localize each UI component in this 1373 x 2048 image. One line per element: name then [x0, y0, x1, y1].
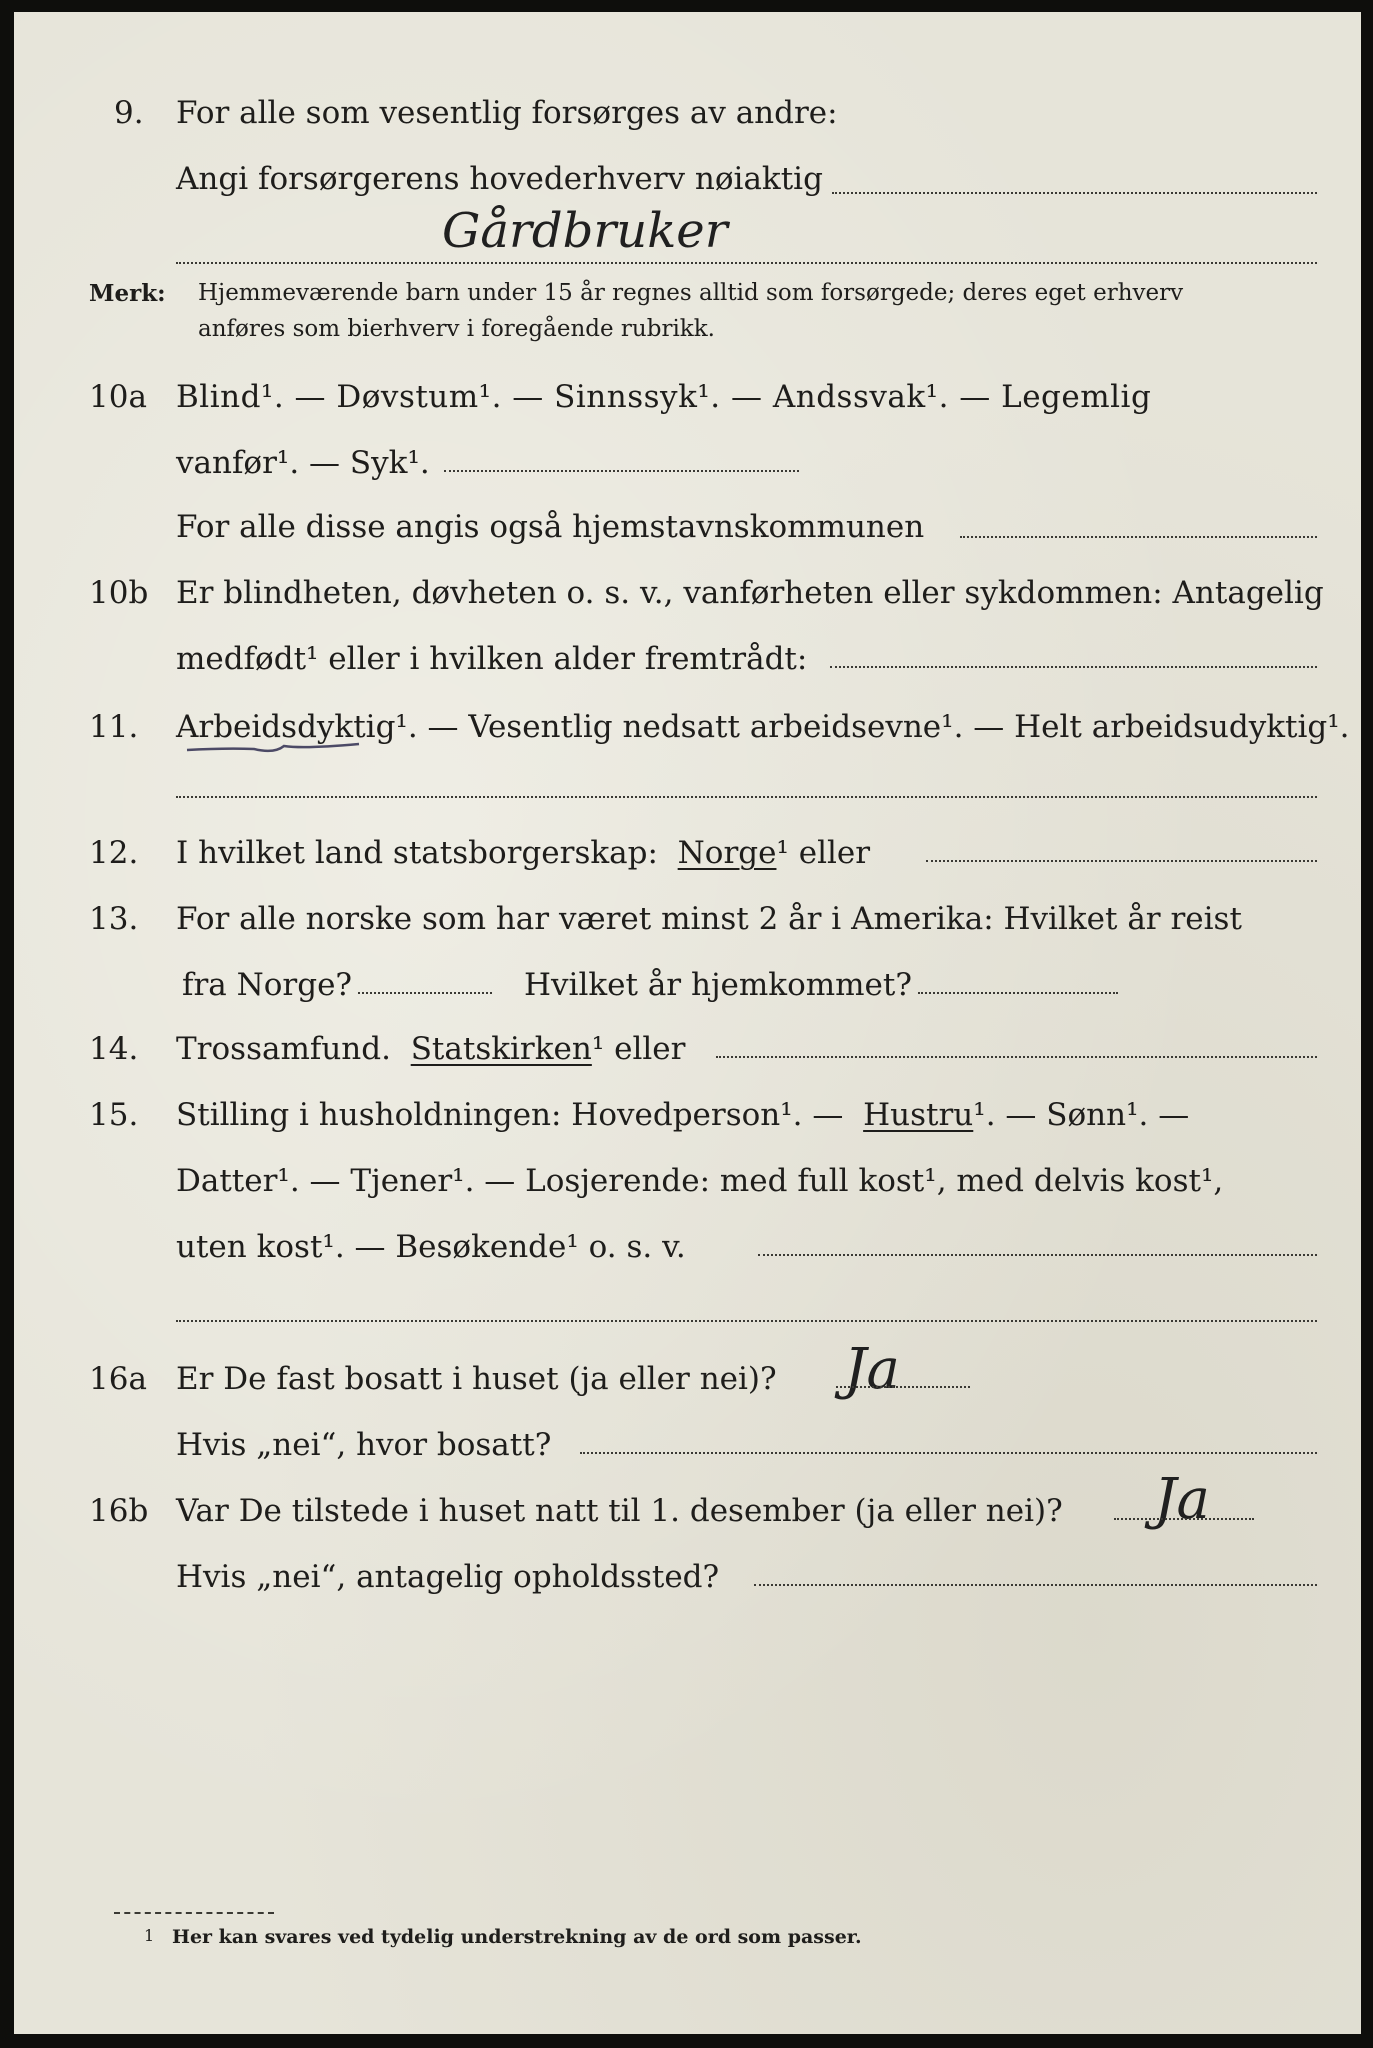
merk-line2: anføres som bierhverv i foregående rubrikk.	[198, 316, 715, 342]
q10a-line1: Blind¹. — Døvstum¹. — Sinnssyk¹. — Andssvak¹. — Legemlig	[176, 379, 1152, 415]
q10a-kommune-line	[960, 536, 1317, 538]
q16a-handwritten-answer: Ja	[844, 1337, 900, 1402]
q12-option-norge: Norge	[677, 835, 777, 871]
q16a-line1: Er De fast bosatt i huset (ja eller nei)?	[176, 1361, 777, 1397]
q11-option-arbeidsdyktig: Arbeidsdyktig	[176, 709, 396, 745]
q10a-line3: For alle disse angis også hjemstavnskommunen	[176, 509, 925, 545]
q14-question	[176, 1031, 686, 1067]
q15-number: 15.	[89, 1097, 139, 1133]
merk-label: Merk:	[89, 280, 166, 307]
q12-post: ¹ eller	[776, 835, 871, 871]
q14-number: 14.	[89, 1031, 139, 1067]
q13-hjemkommet-line	[918, 992, 1118, 994]
q14-option-statskirken: Statskirken	[410, 1031, 592, 1067]
q15-line3: uten kost¹. — Besøkende¹ o. s. v.	[176, 1229, 686, 1265]
q16a-line2: Hvis „nei“, hvor bosatt?	[176, 1427, 552, 1463]
census-form-page	[14, 12, 1361, 2034]
q9-handwritten-answer: Gårdbruker	[442, 203, 728, 259]
footnote-separator	[114, 1912, 274, 1914]
footnote-mark: 1	[144, 1926, 155, 1945]
q16b-answer-line	[1114, 1518, 1254, 1520]
q11-answer-line	[176, 796, 1317, 798]
q10b-alder-line	[830, 666, 1317, 668]
q9-answer-line	[832, 192, 1317, 194]
q13-reist-line	[358, 992, 492, 994]
q15-line1b: ¹. — Sønn¹. —	[973, 1097, 1190, 1133]
q11-underline-stroke	[184, 736, 364, 760]
q10a-syk-line	[444, 470, 799, 472]
q12-answer-line	[926, 860, 1317, 862]
q13-number: 13.	[89, 901, 139, 937]
q10b-number: 10b	[89, 575, 149, 611]
q9-question-line1: For alle som vesentlig forsørges av andre:	[176, 95, 838, 131]
q15-line1a: Stilling i husholdningen: Hovedperson¹. —	[176, 1097, 844, 1133]
q13-reist-label: fra Norge?	[182, 967, 353, 1003]
q12-pre: I hvilket land statsborgerskap:	[176, 835, 658, 871]
q15-answer-line2	[176, 1320, 1317, 1322]
q13-hjemkommet-label: Hvilket år hjemkommet?	[524, 967, 912, 1003]
q16b-line2: Hvis „nei“, antagelig opholdssted?	[176, 1559, 720, 1595]
q16b-line1: Var De tilstede i huset natt til 1. desember (ja eller nei)?	[176, 1493, 1063, 1529]
q9-number: 9.	[114, 95, 144, 131]
q9-question-line2: Angi forsørgerens hovederhverv nøiaktig	[176, 161, 823, 197]
footnote-text: Her kan svares ved tydelig understrekning av de ord som passer.	[172, 1926, 862, 1948]
q16a-answer-line	[836, 1386, 970, 1388]
q15-answer-line	[758, 1254, 1317, 1256]
q10b-line2: medfødt¹ eller i hvilken alder fremtrådt:	[176, 641, 808, 677]
q15-option-hustru: Hustru	[863, 1097, 974, 1133]
q15-line1	[176, 1097, 1190, 1133]
q16b-handwritten-answer: Ja	[1154, 1467, 1210, 1532]
q11-number: 11.	[89, 709, 139, 745]
q14-pre: Trossamfund.	[176, 1031, 391, 1067]
q16b-number: 16b	[89, 1493, 149, 1529]
q12-question	[176, 835, 871, 871]
merk-line1: Hjemmeværende barn under 15 år regnes alltid som forsørgede; deres eget erhverv	[198, 280, 1184, 306]
q16a-bosatt-line	[580, 1452, 1317, 1454]
q11-rest: ¹. — Vesentlig nedsatt arbeidsevne¹. — Helt arbeidsudyktig¹.	[395, 709, 1350, 745]
q14-post: ¹ eller	[591, 1031, 686, 1067]
q10a-number: 10a	[89, 379, 147, 415]
q14-answer-line	[716, 1056, 1317, 1058]
q15-line2: Datter¹. — Tjener¹. — Losjerende: med full kost¹, med delvis kost¹,	[176, 1163, 1224, 1199]
q16a-number: 16a	[89, 1361, 147, 1397]
q13-line1: For alle norske som har været minst 2 år i Amerika: Hvilket år reist	[176, 901, 1242, 937]
q16b-opholdssted-line	[754, 1584, 1317, 1586]
q12-number: 12.	[89, 835, 139, 871]
q9-answer-line2	[176, 262, 1317, 264]
q10b-line1: Er blindheten, døvheten o. s. v., vanførheten eller sykdommen: Antagelig	[176, 575, 1324, 611]
q10a-line2: vanfør¹. — Syk¹.	[176, 445, 430, 481]
